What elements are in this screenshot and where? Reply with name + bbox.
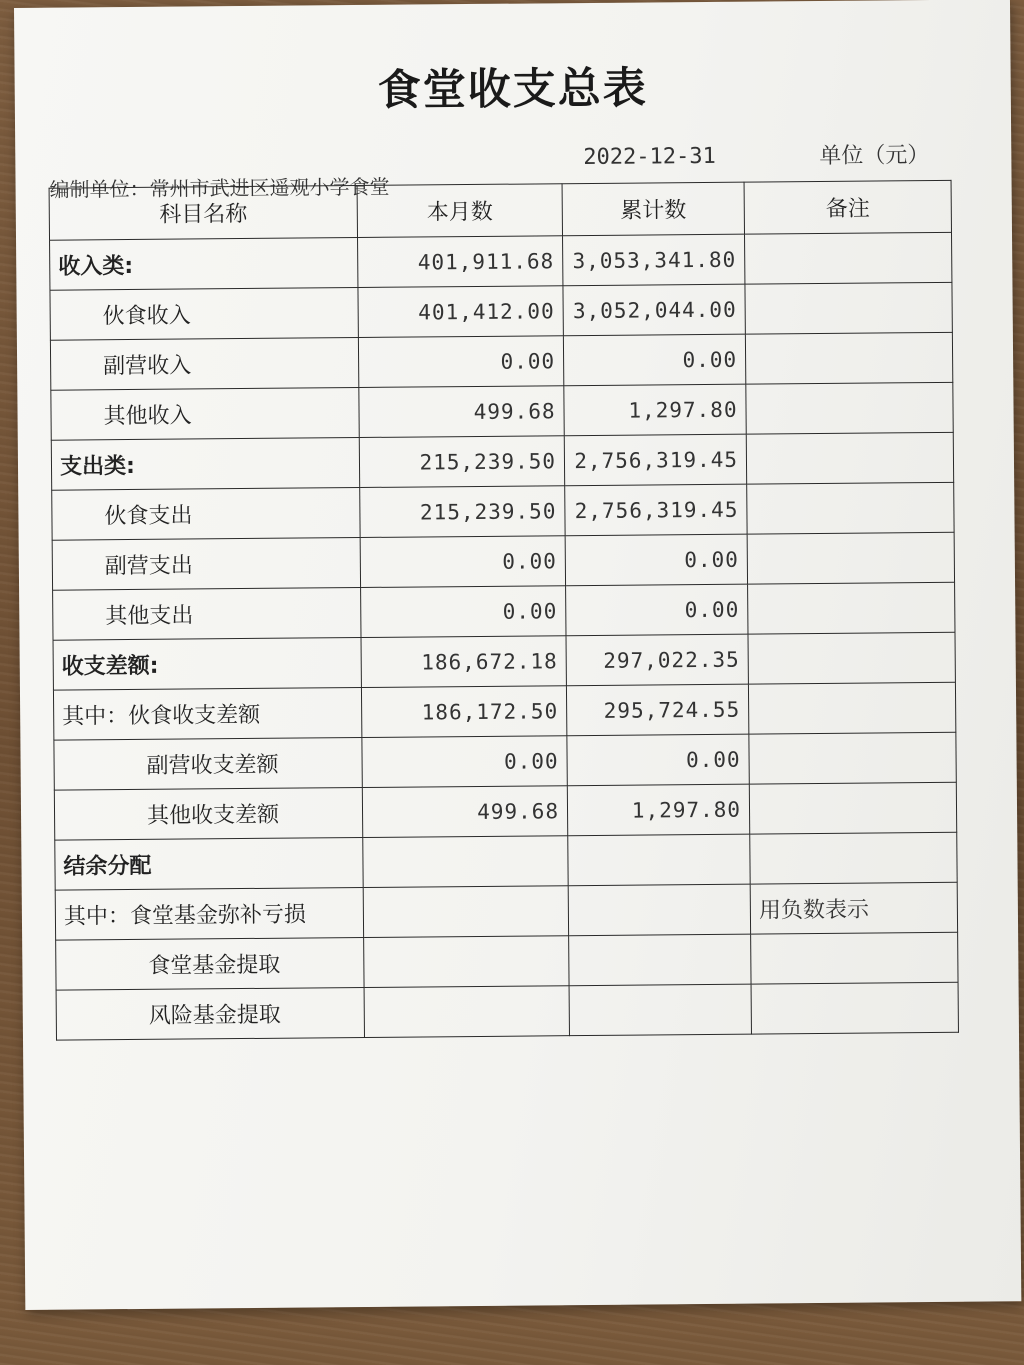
cumulative-value [568, 834, 750, 886]
table-row [53, 582, 955, 640]
note-cell [745, 282, 952, 334]
table-row [52, 532, 954, 590]
note-cell [749, 782, 956, 834]
table-row [50, 282, 952, 340]
month-value: 401,911.68 [358, 236, 563, 288]
organization-label: 编制单位：常州市武进区遥观小学食堂 [49, 174, 390, 202]
column-header-subject: 科目名称 [49, 186, 357, 241]
table-row [54, 732, 956, 790]
cumulative-value: 0.00 [566, 584, 748, 636]
currency-unit: 单位（元） [819, 143, 930, 169]
note-cell [745, 332, 952, 384]
note-cell [746, 432, 953, 484]
month-value [364, 986, 569, 1038]
table-row [55, 882, 957, 940]
table-row [51, 432, 953, 490]
cumulative-value [568, 884, 750, 936]
cumulative-value: 1,297.80 [564, 384, 746, 436]
month-value: 0.00 [360, 536, 565, 588]
row-label: 其他收支差额 [54, 787, 362, 840]
report-date: 2022-12-31 [583, 143, 716, 171]
row-label: 支出类: [51, 438, 359, 491]
table-row [56, 932, 958, 990]
table-row [53, 632, 955, 690]
cumulative-value: 3,053,341.80 [563, 234, 745, 286]
row-label: 其他收入 [51, 388, 359, 441]
page-title: 食堂收支总表 [377, 63, 648, 116]
note-cell [747, 532, 954, 584]
note-cell [746, 382, 953, 434]
note-cell [751, 932, 958, 984]
row-label: 副营收入 [50, 338, 358, 391]
row-label: 伙食支出 [52, 488, 360, 541]
cumulative-value: 0.00 [567, 734, 749, 786]
cumulative-value: 1,297.80 [567, 784, 749, 836]
note-cell [751, 982, 958, 1034]
month-value: 215,239.50 [359, 436, 564, 488]
month-value: 186,172.50 [361, 686, 566, 738]
column-header-total: 累计数 [562, 182, 744, 236]
paper-sheet [14, 0, 1021, 1310]
row-label: 伙食收入 [50, 288, 358, 341]
table-row [56, 982, 958, 1040]
month-value: 499.68 [362, 786, 567, 838]
note-cell [745, 232, 952, 284]
month-value: 215,239.50 [360, 486, 565, 538]
row-label: 收入类: [50, 238, 358, 291]
column-header-note: 备注 [744, 180, 951, 234]
row-label: 食堂基金提取 [56, 937, 364, 990]
cumulative-value: 2,756,319.45 [564, 434, 746, 486]
note-cell [748, 682, 955, 734]
row-label: 收支差额: [53, 637, 361, 690]
month-value [363, 886, 568, 938]
cumulative-value: 0.00 [563, 334, 745, 386]
row-label: 其他支出 [53, 587, 361, 640]
cumulative-value: 3,052,044.00 [563, 284, 745, 336]
table-row [50, 332, 952, 390]
month-value: 0.00 [362, 736, 567, 788]
row-label: 其中：食堂基金弥补亏损 [55, 887, 363, 940]
month-value [363, 836, 568, 888]
row-label: 其中：伙食收支差额 [53, 687, 361, 740]
note-cell [749, 732, 956, 784]
cumulative-value: 0.00 [565, 534, 747, 586]
table-header-row [49, 180, 951, 240]
row-label: 副营收支差额 [54, 737, 362, 790]
note-cell [750, 832, 957, 884]
note-cell [748, 582, 955, 634]
table-row [50, 232, 952, 290]
cumulative-value: 2,756,319.45 [565, 484, 747, 536]
note-cell [748, 632, 955, 684]
cumulative-value [569, 984, 751, 1036]
month-value: 499.68 [359, 386, 564, 438]
month-value: 0.00 [361, 586, 566, 638]
month-value: 401,412.00 [358, 286, 563, 338]
month-value [364, 936, 569, 988]
table-row [54, 782, 956, 840]
table-row [51, 382, 953, 440]
note-cell [747, 482, 954, 534]
table-row [55, 832, 957, 890]
row-label: 副营支出 [52, 537, 360, 590]
cumulative-value: 297,022.35 [566, 634, 748, 686]
table-row [52, 482, 954, 540]
cumulative-value [569, 934, 751, 986]
note-cell: 用负数表示 [750, 882, 957, 934]
cumulative-value: 295,724.55 [566, 684, 748, 736]
month-value: 0.00 [358, 336, 563, 388]
table-row [53, 682, 955, 740]
column-header-month: 本月数 [357, 184, 562, 238]
income-expense-table [49, 180, 959, 1041]
row-label: 风险基金提取 [56, 987, 364, 1040]
row-label: 结余分配 [55, 837, 363, 890]
month-value: 186,672.18 [361, 636, 566, 688]
